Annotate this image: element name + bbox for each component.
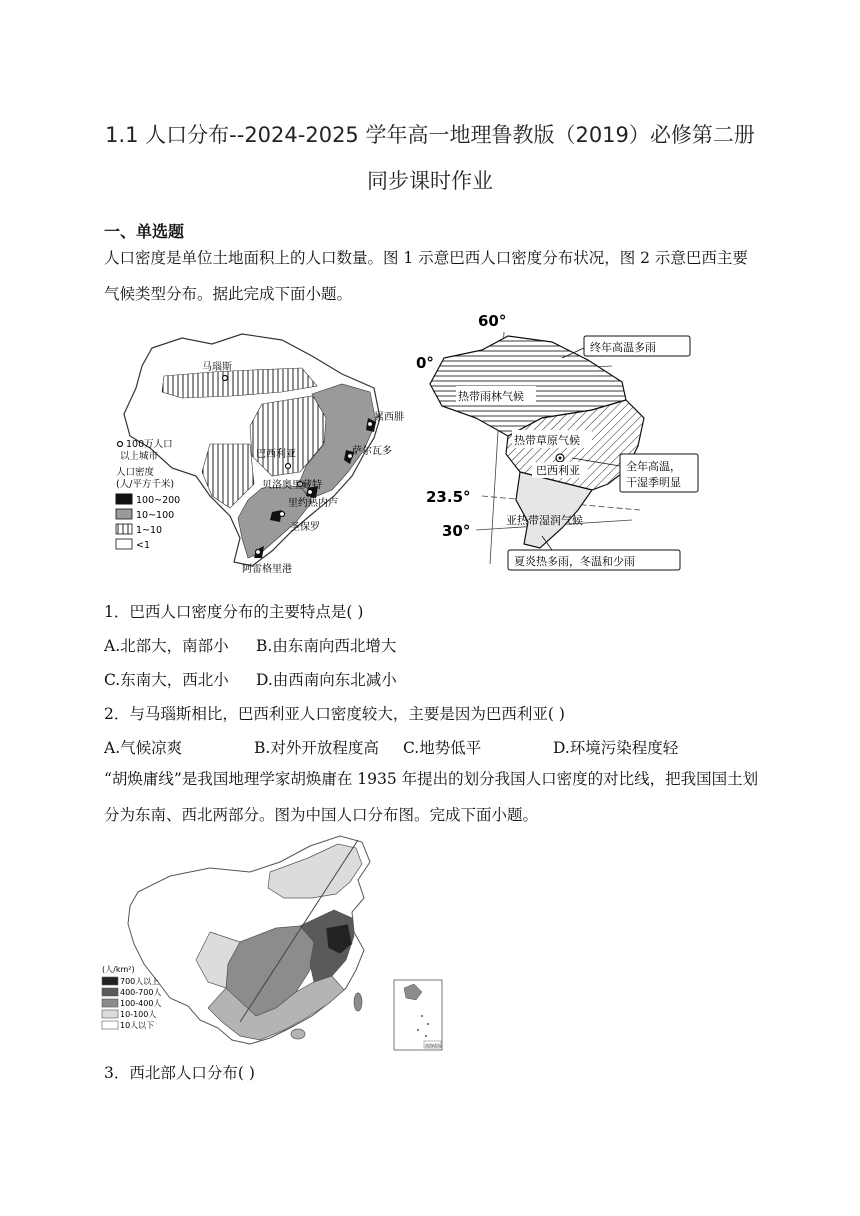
q2-option-a[interactable]: A.气候凉爽 <box>104 739 183 757</box>
capital-label: 巴西利亚 <box>536 464 580 477</box>
city-label: 马瑙斯 <box>202 362 232 373</box>
lat-label-equator: 0° <box>416 354 434 372</box>
q2-stem: 2．与马瑙斯相比，巴西利亚人口密度较大，主要是因为巴西利亚( ) <box>104 705 565 723</box>
legend-item: 100-400人 <box>120 999 162 1008</box>
legend-item: <1 <box>136 540 151 551</box>
passage-2: “胡焕庸线”是我国地理学家胡焕庸在 1935 年提出的划分我国人口密度的对比线，把我国国土划分为东南、西北两部分。图为中国人口分布图。完成下面小题。 <box>104 770 759 824</box>
city-label: 巴西利亚 <box>256 449 296 460</box>
passage-1: 人口密度是单位土地面积上的人口数量。图 1 示意巴西人口密度分布状况，图 2 示意巴西主要气候类型分布。据此完成下面小题。 <box>104 249 748 303</box>
q1-stem: 1．巴西人口密度分布的主要特点是( ) <box>104 603 364 621</box>
legend-item: 10~100 <box>136 510 175 521</box>
legend-item: 10-100人 <box>120 1010 157 1019</box>
note-rainforest: 终年高温多雨 <box>590 341 656 354</box>
q3-stem: 3．西北部人口分布( ) <box>104 1064 255 1082</box>
china-population-map <box>100 832 450 1054</box>
climate-label-savanna: 热带草原气候 <box>514 434 580 447</box>
legend-item: 400-700人 <box>120 988 162 997</box>
climate-label-subtropical: 亚热带湿润气候 <box>506 514 583 527</box>
city-label: 萨尔瓦多 <box>352 446 392 457</box>
q1-option-b[interactable]: B.由东南向西北增大 <box>256 637 397 655</box>
brazil-climate-map <box>412 314 702 576</box>
legend-item: 100~200 <box>136 495 181 506</box>
lat-label-tropic: 23.5° <box>426 488 471 506</box>
legend-item: 1~10 <box>136 525 163 536</box>
note-savanna-line1: 全年高温， <box>626 460 681 473</box>
city-label: 圣保罗 <box>290 522 320 533</box>
q1-option-d[interactable]: D.由西南向东北减小 <box>256 671 397 689</box>
city-label: 贝洛奥里藏特 <box>262 480 322 491</box>
city-label: 阿雷格里港 <box>242 564 292 574</box>
brazil-population-map <box>112 326 412 574</box>
q2-option-c[interactable]: C.地势低平 <box>403 739 482 757</box>
legend-city-line1: 100万人口 <box>126 439 173 450</box>
legend-title-line1: 人口密度 <box>116 467 155 478</box>
legend-item: 10人以下 <box>120 1021 155 1030</box>
section-heading: 一、单选题 <box>104 222 185 241</box>
note-savanna-line2: 干湿季明显 <box>626 476 681 489</box>
city-label: 累西腓 <box>374 412 404 423</box>
legend-title-line2: (人/平方千米) <box>116 479 175 490</box>
q1-option-a[interactable]: A.北部大，南部小 <box>104 637 229 655</box>
q2-option-b[interactable]: B.对外开放程度高 <box>254 739 379 757</box>
legend-item: 700人以上 <box>120 977 160 986</box>
climate-label-rainforest: 热带雨林气候 <box>458 390 524 403</box>
legend-unit: (人/km²) <box>102 965 135 974</box>
doc-title-line1: 1.1 人口分布--2024-2025 学年高一地理鲁教版（2019）必修第二册 <box>105 123 755 147</box>
q2-option-d[interactable]: D.环境污染程度轻 <box>553 739 679 757</box>
lat-label-30: 30° <box>442 522 471 540</box>
lon-label: 60° <box>478 314 507 330</box>
doc-title-line2: 同步课时作业 <box>367 169 493 193</box>
q1-option-c[interactable]: C.东南大，西北小 <box>104 671 229 689</box>
note-subtropical: 夏炎热多雨，冬温和少雨 <box>514 555 635 568</box>
city-label: 里约热内卢 <box>288 498 338 509</box>
legend-city-line2: 以上城市 <box>120 451 159 462</box>
inset-label: 南海诸岛 <box>425 1043 441 1048</box>
